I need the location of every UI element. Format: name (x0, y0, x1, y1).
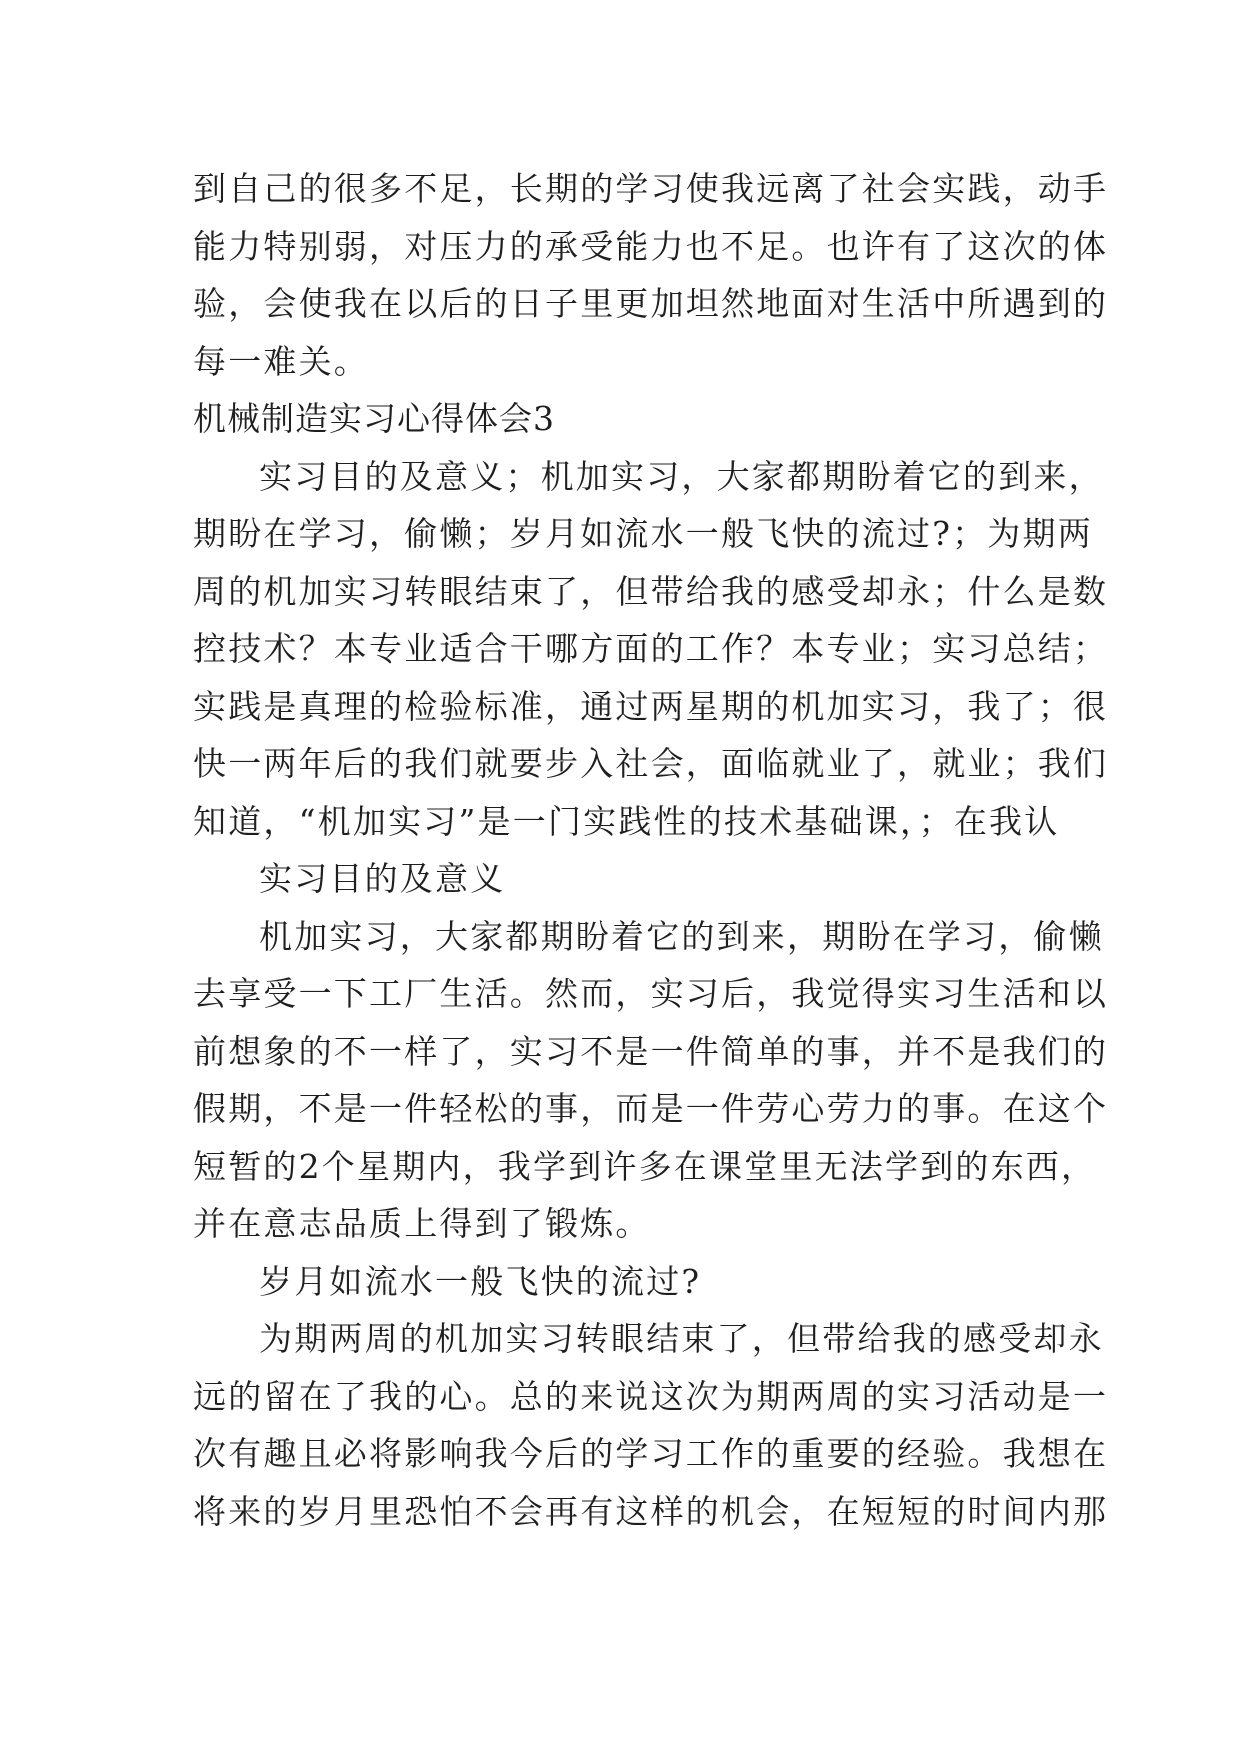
text-line: 到自己的很多不足，长期的学习使我远离了社会实践，动手 (193, 169, 1109, 208)
text-line: 将来的岁月里恐怕不会再有这样的机会，在短短的时间内那 (193, 1491, 1109, 1531)
text-line: 周的机加实习转眼结束了，但带给我的感受却永；什么是数 (193, 571, 1109, 611)
text-line: 期盼在学习，偷懒；岁月如流水一般飞快的流过?；为期两 (193, 514, 1093, 553)
text-line: 为期两周的机加实习转眼结束了，但带给我的感受却永 (259, 1319, 1104, 1358)
text-line: 次有趣且必将影响我今后的学习工作的重要的经验。我想在 (193, 1434, 1109, 1473)
text-line: 能力特别弱，对压力的承受能力也不足。也许有了这次的体 (193, 226, 1109, 266)
document-body (193, 160, 1109, 1540)
text-line: 实习目的及意义；机加实习，大家都期盼着它的到来， (259, 456, 1104, 496)
subheading-line: 实习目的及意义 (259, 859, 506, 898)
text-line: 前想象的不一样了，实习不是一件简单的事，并不是我们的 (193, 1031, 1109, 1071)
text-line: 短暂的2个星期内，我学到许多在课堂里无法学到的东西， (193, 1146, 1097, 1186)
text-line: 每一难关。 (193, 341, 369, 381)
text-line: 并在意志品质上得到了锻炼。 (193, 1204, 651, 1243)
text-line: 控技术？本专业适合干哪方面的工作？本专业；实习总结； (193, 629, 1109, 668)
text-line: 快一两年后的我们就要步入社会，面临就业了，就业；我们 (193, 744, 1109, 783)
section-heading: 机械制造实习心得体会3 (193, 399, 555, 438)
text-line: 远的留在了我的心。总的来说这次为期两周的实习活动是一 (193, 1376, 1109, 1416)
text-line: 假期，不是一件轻松的事，而是一件劳心劳力的事。在这个 (193, 1089, 1109, 1128)
text-line: 知道，“机加实习”是一门实践性的技术基础课，；在我认 (193, 801, 1060, 841)
text-line: 验，会使我在以后的日子里更加坦然地面对生活中所遇到的 (193, 284, 1109, 323)
subheading-line: 岁月如流水一般飞快的流过? (259, 1261, 702, 1301)
text-line: 实践是真理的检验标准，通过两星期的机加实习，我了；很 (193, 686, 1109, 726)
text-line: 机加实习，大家都期盼着它的到来，期盼在学习，偷懒 (259, 916, 1104, 956)
text-line: 去享受一下工厂生活。然而，实习后，我觉得实习生活和以 (193, 974, 1109, 1013)
